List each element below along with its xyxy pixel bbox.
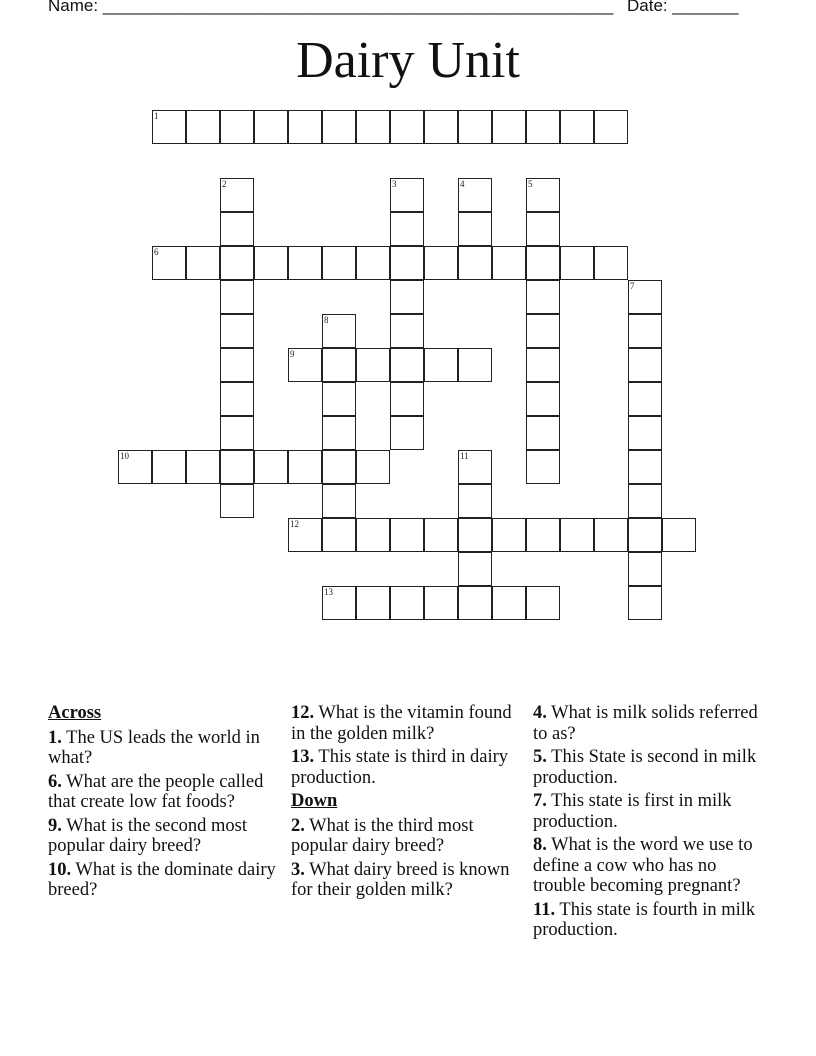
crossword-cell[interactable] bbox=[458, 212, 492, 246]
date-field-label: Date: _______ bbox=[627, 0, 739, 15]
clue-number: 12. bbox=[291, 703, 315, 723]
crossword-cell[interactable] bbox=[186, 450, 220, 484]
across-clue-9 bbox=[48, 816, 278, 857]
clue-number: 13. bbox=[291, 747, 315, 767]
crossword-cell[interactable] bbox=[628, 484, 662, 518]
cell-number: 1 bbox=[154, 111, 159, 121]
crossword-cell[interactable] bbox=[628, 518, 662, 552]
crossword-cell[interactable] bbox=[186, 110, 220, 144]
cell-number: 3 bbox=[392, 179, 397, 189]
crossword-cell[interactable] bbox=[322, 518, 356, 552]
clue-text: What is milk solids referred to as? bbox=[533, 703, 758, 744]
crossword-cell[interactable] bbox=[458, 552, 492, 586]
clues-column-2 bbox=[291, 703, 523, 904]
clue-number: 2. bbox=[291, 815, 305, 836]
clue-number: 10. bbox=[48, 859, 72, 880]
crossword-cell[interactable] bbox=[356, 348, 390, 382]
crossword-cell[interactable] bbox=[356, 110, 390, 144]
crossword-cell[interactable] bbox=[526, 280, 560, 314]
crossword-cell[interactable] bbox=[458, 484, 492, 518]
crossword-cell[interactable] bbox=[322, 416, 356, 450]
down-clue-4 bbox=[533, 703, 763, 744]
crossword-cell[interactable] bbox=[322, 246, 356, 280]
crossword-cell[interactable] bbox=[220, 212, 254, 246]
crossword-cell[interactable] bbox=[152, 450, 186, 484]
cell-number: 5 bbox=[528, 179, 533, 189]
cell-number: 10 bbox=[120, 451, 129, 461]
crossword-cell[interactable] bbox=[356, 246, 390, 280]
crossword-cell[interactable] bbox=[628, 416, 662, 450]
crossword-cell[interactable] bbox=[288, 348, 322, 382]
crossword-cell[interactable] bbox=[424, 518, 458, 552]
crossword-cell[interactable] bbox=[560, 518, 594, 552]
crossword-cell[interactable] bbox=[288, 110, 322, 144]
crossword-cell[interactable] bbox=[594, 518, 628, 552]
crossword-cell[interactable] bbox=[492, 586, 526, 620]
crossword-cell[interactable] bbox=[390, 416, 424, 450]
crossword-cell[interactable] bbox=[458, 450, 492, 484]
across-heading: Across bbox=[48, 703, 102, 723]
across-clue-6 bbox=[48, 772, 278, 813]
crossword-cell[interactable] bbox=[220, 348, 254, 382]
crossword-cell[interactable] bbox=[526, 586, 560, 620]
crossword-cell[interactable] bbox=[526, 416, 560, 450]
cell-number: 9 bbox=[290, 349, 295, 359]
clue-text: What dairy breed is known for their golden milk? bbox=[291, 859, 510, 900]
crossword-cell[interactable] bbox=[220, 178, 254, 212]
crossword-cell[interactable] bbox=[424, 110, 458, 144]
crossword-cell[interactable] bbox=[424, 348, 458, 382]
crossword-cell[interactable] bbox=[322, 484, 356, 518]
crossword-cell[interactable] bbox=[322, 348, 356, 382]
crossword-cell[interactable] bbox=[220, 280, 254, 314]
crossword-cell[interactable] bbox=[526, 450, 560, 484]
crossword-cell[interactable] bbox=[220, 314, 254, 348]
crossword-cell[interactable] bbox=[288, 246, 322, 280]
clues-column-3 bbox=[533, 703, 763, 944]
down-heading: Down bbox=[291, 791, 338, 811]
crossword-cell[interactable] bbox=[322, 110, 356, 144]
crossword-cell[interactable] bbox=[526, 348, 560, 382]
crossword-cell[interactable] bbox=[526, 212, 560, 246]
down-clue-5 bbox=[533, 747, 763, 788]
crossword-cell[interactable] bbox=[458, 348, 492, 382]
crossword-cell[interactable] bbox=[526, 110, 560, 144]
clue-number: 4. bbox=[533, 703, 547, 723]
crossword-cell[interactable] bbox=[628, 586, 662, 620]
clue-number: 6. bbox=[48, 771, 62, 792]
page-title: Dairy Unit bbox=[296, 32, 520, 89]
cell-number: 12 bbox=[290, 519, 299, 529]
crossword-cell[interactable] bbox=[288, 518, 322, 552]
crossword-cell[interactable] bbox=[492, 246, 526, 280]
crossword-cell[interactable] bbox=[390, 178, 424, 212]
crossword-cell[interactable] bbox=[662, 518, 696, 552]
crossword-cell[interactable] bbox=[594, 246, 628, 280]
cell-number: 8 bbox=[324, 315, 329, 325]
crossword-cell[interactable] bbox=[220, 416, 254, 450]
crossword-cell[interactable] bbox=[220, 484, 254, 518]
clue-text: This state is fourth in milk production. bbox=[533, 899, 756, 940]
across-clue-12 bbox=[291, 703, 523, 744]
crossword-cell[interactable] bbox=[560, 110, 594, 144]
crossword-cell[interactable] bbox=[628, 314, 662, 348]
crossword-cell[interactable] bbox=[526, 246, 560, 280]
crossword-cell[interactable] bbox=[220, 246, 254, 280]
cell-number: 11 bbox=[460, 451, 469, 461]
crossword-cell[interactable] bbox=[526, 382, 560, 416]
crossword-cell[interactable] bbox=[288, 450, 322, 484]
down-clue-8 bbox=[533, 835, 763, 897]
crossword-cell[interactable] bbox=[526, 314, 560, 348]
crossword-cell[interactable] bbox=[322, 450, 356, 484]
crossword-cell[interactable] bbox=[492, 110, 526, 144]
crossword-cell[interactable] bbox=[628, 552, 662, 586]
clue-text: What are the people called that create low fat foods? bbox=[48, 771, 264, 812]
crossword-cell[interactable] bbox=[254, 450, 288, 484]
down-clue-7 bbox=[533, 791, 763, 832]
crossword-cell[interactable] bbox=[322, 586, 356, 620]
crossword-cell[interactable] bbox=[390, 348, 424, 382]
crossword-cell[interactable] bbox=[220, 450, 254, 484]
crossword-cell[interactable] bbox=[356, 518, 390, 552]
crossword-cell[interactable] bbox=[560, 246, 594, 280]
crossword-cell[interactable] bbox=[458, 110, 492, 144]
crossword-cell[interactable] bbox=[628, 280, 662, 314]
clue-number: 9. bbox=[48, 815, 62, 836]
cell-number: 2 bbox=[222, 179, 227, 189]
crossword-cell[interactable] bbox=[118, 450, 152, 484]
clue-number: 1. bbox=[48, 727, 62, 748]
cell-number: 4 bbox=[460, 179, 465, 189]
crossword-cell[interactable] bbox=[526, 178, 560, 212]
crossword-cell[interactable] bbox=[390, 212, 424, 246]
clue-number: 7. bbox=[533, 791, 547, 811]
crossword-cell[interactable] bbox=[220, 110, 254, 144]
crossword-cell[interactable] bbox=[322, 314, 356, 348]
clue-number: 8. bbox=[533, 835, 547, 855]
clue-text: What is the word we use to define a cow who has no trouble becoming pregnant? bbox=[533, 835, 753, 896]
crossword-cell[interactable] bbox=[594, 110, 628, 144]
clue-number: 5. bbox=[533, 747, 547, 767]
clue-number: 11. bbox=[533, 899, 556, 920]
name-field-label: Name: ______________________________________________________ bbox=[48, 0, 614, 15]
crossword-cell[interactable] bbox=[390, 382, 424, 416]
crossword-cell[interactable] bbox=[424, 586, 458, 620]
clue-text: This state is third in dairy production. bbox=[291, 747, 509, 788]
crossword-cell[interactable] bbox=[628, 450, 662, 484]
crossword-cell[interactable] bbox=[492, 518, 526, 552]
clue-text: What is the vitamin found in the golden milk? bbox=[291, 703, 512, 744]
crossword-cell[interactable] bbox=[458, 586, 492, 620]
crossword-cell[interactable] bbox=[628, 348, 662, 382]
crossword-cell[interactable] bbox=[186, 246, 220, 280]
crossword-cell[interactable] bbox=[390, 586, 424, 620]
clues-column-1 bbox=[48, 703, 278, 904]
across-clue-1 bbox=[48, 728, 278, 769]
crossword-cell[interactable] bbox=[152, 246, 186, 280]
cell-number: 13 bbox=[324, 587, 333, 597]
crossword-cell[interactable] bbox=[220, 382, 254, 416]
down-clue-11 bbox=[533, 900, 763, 941]
clue-text: This State is second in milk production. bbox=[533, 747, 757, 788]
cell-number: 7 bbox=[630, 281, 635, 291]
crossword-cell[interactable] bbox=[152, 110, 186, 144]
crossword-cell[interactable] bbox=[356, 586, 390, 620]
crossword-cell[interactable] bbox=[390, 280, 424, 314]
crossword-cell[interactable] bbox=[628, 382, 662, 416]
clue-text: The US leads the world in what? bbox=[48, 727, 260, 768]
down-clue-2 bbox=[291, 816, 523, 857]
crossword-cell[interactable] bbox=[254, 110, 288, 144]
crossword-cell[interactable] bbox=[390, 110, 424, 144]
clue-text: What is the third most popular dairy breed? bbox=[291, 815, 474, 856]
crossword-cell[interactable] bbox=[322, 382, 356, 416]
across-clue-10 bbox=[48, 860, 278, 901]
crossword-cell[interactable] bbox=[356, 450, 390, 484]
down-clue-3 bbox=[291, 860, 523, 901]
clue-text: This state is first in milk production. bbox=[533, 791, 732, 832]
crossword-cell[interactable] bbox=[424, 246, 458, 280]
crossword-cell[interactable] bbox=[390, 518, 424, 552]
crossword-cell[interactable] bbox=[458, 178, 492, 212]
crossword-cell[interactable] bbox=[526, 518, 560, 552]
clue-number: 3. bbox=[291, 859, 305, 880]
crossword-cell[interactable] bbox=[390, 314, 424, 348]
across-clue-13 bbox=[291, 747, 523, 788]
crossword-cell[interactable] bbox=[254, 246, 288, 280]
crossword-cell[interactable] bbox=[390, 246, 424, 280]
clue-text: What is the dominate dairy breed? bbox=[48, 859, 276, 900]
clue-text: What is the second most popular dairy breed? bbox=[48, 815, 248, 856]
crossword-cell[interactable] bbox=[458, 518, 492, 552]
crossword-cell[interactable] bbox=[458, 246, 492, 280]
cell-number: 6 bbox=[154, 247, 159, 257]
